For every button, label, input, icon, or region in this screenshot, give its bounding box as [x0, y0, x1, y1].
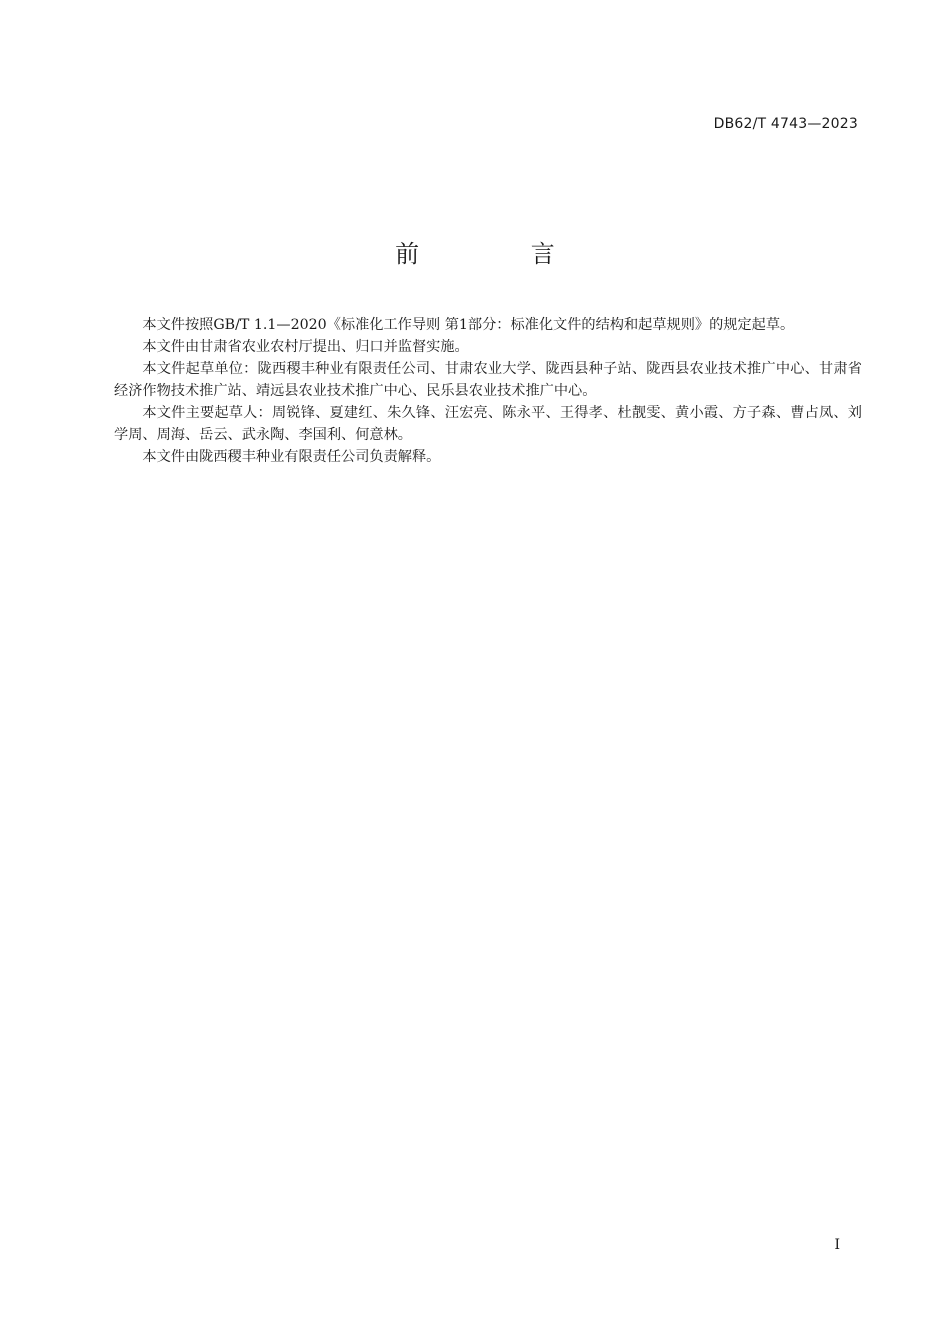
foreword-body: [114, 314, 862, 468]
page-number: I: [834, 1237, 840, 1253]
paragraph-drafters: 本文件主要起草人：周锐锋、夏建红、朱久锋、汪宏亮、陈永平、王得孝、杜靓雯、黄小霞、方子森、曹占凤、刘学周、周海、岳云、武永陶、李国利、何意林。: [114, 405, 862, 443]
document-code: DB62/T 4743—2023: [713, 116, 858, 132]
paragraph-drafting-rules: 本文件按照GB/T 1.1—2020《标准化工作导则 第1部分：标准化文件的结构和起草规则》的规定起草。: [142, 317, 795, 333]
foreword-title: 前 言: [395, 240, 607, 268]
paragraph-proposer: 本文件由甘肃省农业农村厅提出、归口并监督实施。: [142, 339, 469, 355]
paragraph-interpretation: 本文件由陇西稷丰种业有限责任公司负责解释。: [142, 449, 441, 465]
paragraph-drafting-units: 本文件起草单位：陇西稷丰种业有限责任公司、甘肃农业大学、陇西县种子站、陇西县农业技术推广中心、甘肃省经济作物技术推广站、靖远县农业技术推广中心、民乐县农业技术推广中心。: [114, 361, 862, 399]
